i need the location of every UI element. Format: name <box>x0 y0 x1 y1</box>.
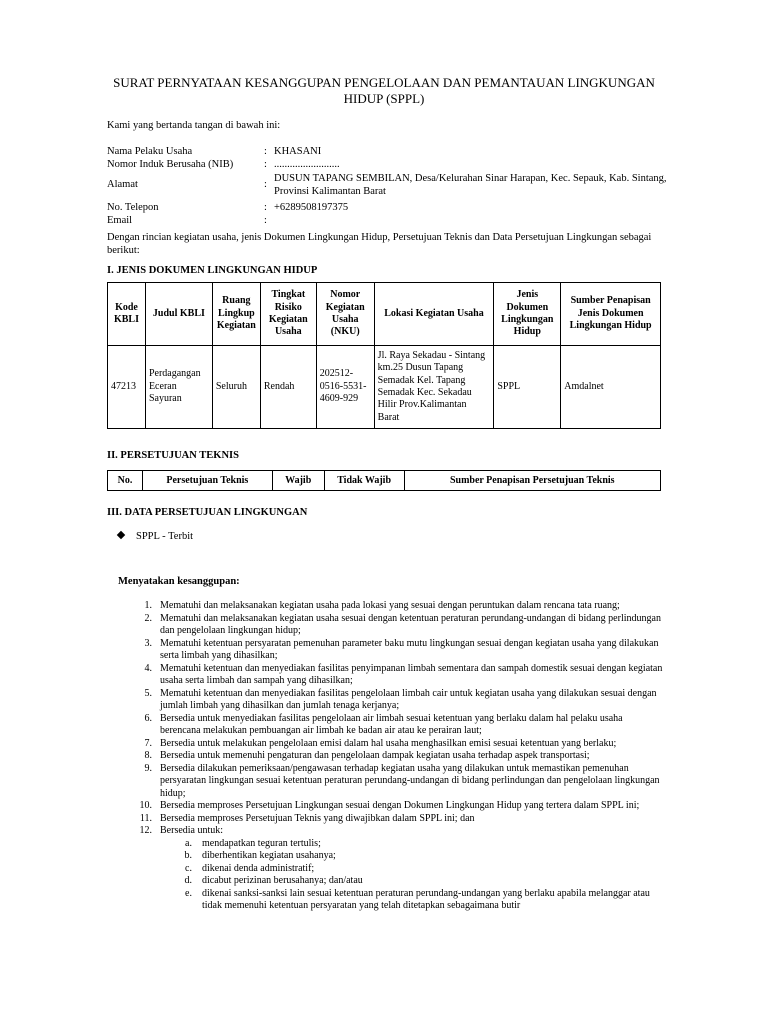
info-value: DUSUN TAPANG SEMBILAN, Desa/Kelurahan Sinar Harapan, Kec. Sepauk, Kab. Sintang, Provinsi Kalimantan Barat <box>274 173 667 197</box>
table-cell: 202512-0516-5531-4609-929 <box>316 346 374 429</box>
column-header: Persetujuan Teknis <box>142 471 272 491</box>
environmental-document-table <box>107 282 661 429</box>
identity-block <box>107 145 667 227</box>
table-header-row <box>108 471 661 491</box>
info-label: Email <box>107 215 133 226</box>
column-header: Sumber Penapisan Jenis Dokumen Lingkungan Hidup <box>561 283 661 346</box>
list-item: 7. Bersedia untuk melakukan pengelolaan emisi dalam hal usaha menghasilkan emisi sesuai ketentuan yang berlaku; <box>144 737 617 749</box>
list-item: 9. Bersedia dilakukan pemeriksaan/pengawasan terhadap kegiatan usaha yang dilakukan untuk memastikan pemenuhan persyaratan lingkungan sesuai ketentuan peraturan perundang-undangan di bidang perlindungan dan pengelolaan lingkungan hidup; <box>144 762 660 799</box>
info-label: Nomor Induk Berusaha (NIB) <box>107 159 234 170</box>
info-label: Nama Pelaku Usaha <box>107 146 193 157</box>
section-heading-2: II. PERSETUJUAN TEKNIS <box>107 450 239 461</box>
table-cell: Seluruh <box>212 346 260 429</box>
column-header: Kode KBLI <box>108 283 146 346</box>
list-item: 4. Mematuhi ketentuan dan menyediakan fasilitas penyimpanan limbah sementara dan sampah domestik sesuai dengan kegiatan usaha serta limbah dan sampah yang dihasilkan; <box>144 662 663 686</box>
info-colon: : <box>264 202 267 213</box>
table-cell: Rendah <box>260 346 316 429</box>
sublist-item: d. dicabut perizinan berusahanya; dan/atau <box>184 875 363 886</box>
diamond-bullet-icon <box>117 531 125 539</box>
declaration-list <box>118 600 663 913</box>
column-header: Wajib <box>272 471 324 491</box>
list-item: 5. Mematuhi ketentuan dan menyediakan fasilitas pengelolaan limbah cair untuk kegiatan usaha yang dilakukan sesuai dengan jumlah limbah yang dihasilkan dan jumlah tenaga kerjanya; <box>144 687 657 711</box>
info-label: No. Telepon <box>107 202 159 213</box>
info-colon: : <box>264 179 267 190</box>
details-intro: Dengan rincian kegiatan usaha, jenis Dokumen Lingkungan Hidup, Persetujuan Teknis dan Data Persetujuan Lingkungan sebagai berikut: <box>107 232 652 256</box>
info-row-email <box>107 214 667 227</box>
table-cell: Perdagangan Eceran Sayuran <box>145 346 212 429</box>
sublist-item: c. dikenai denda administratif; <box>185 862 315 874</box>
column-header: Ruang Lingkup Kegiatan <box>212 283 260 346</box>
info-colon: : <box>264 146 267 157</box>
column-header: Nomor Kegiatan Usaha (NKU) <box>316 283 374 346</box>
column-header: No. <box>108 471 143 491</box>
section-heading-1: I. JENIS DOKUMEN LINGKUNGAN HIDUP <box>107 265 318 276</box>
info-colon: : <box>264 159 267 170</box>
declaration-heading: Menyatakan kesanggupan: <box>118 576 240 587</box>
document-title: SURAT PERNYATAAN KESANGGUPAN PENGELOLAAN DAN PEMANTAUAN LINGKUNGAN HIDUP (SPPL) <box>113 75 655 106</box>
table-header-row <box>108 283 661 346</box>
column-header: Jenis Dokumen Lingkungan Hidup <box>494 283 561 346</box>
info-label: Alamat <box>107 179 138 190</box>
column-header: Tingkat Risiko Kegiatan Usaha <box>260 283 316 346</box>
technical-approval-table <box>107 470 661 491</box>
column-header: Judul KBLI <box>145 283 212 346</box>
bullet-text: SPPL - Terbit <box>136 531 194 542</box>
list-item: 11. Bersedia memproses Persetujuan Teknis yang diwajibkan dalam SPPL ini; dan <box>139 812 475 824</box>
table-cell: SPPL <box>494 346 561 429</box>
list-item <box>118 531 193 542</box>
info-row-address <box>107 171 667 201</box>
column-header: Tidak Wajib <box>324 471 404 491</box>
info-row-name <box>107 145 667 158</box>
intro-text: Kami yang bertanda tangan di bawah ini: <box>107 120 281 131</box>
list-item: 6. Bersedia untuk menyediakan fasilitas pengelolaan air limbah sesuai ketentuan yang berlaku dalam hal pelaku usaha berencana melakukan pembuangan air limbah ke badan air atau ke perairan laut; <box>144 712 623 736</box>
info-row-nib <box>107 158 667 171</box>
info-colon: : <box>264 215 267 226</box>
sublist-item: b. diberhentikan kegiatan usahanya; <box>184 850 336 861</box>
sublist-item: a. mendapatkan teguran tertulis; <box>185 837 321 849</box>
list-item: 10. Bersedia memproses Persetujuan Lingkungan sesuai dengan Dokumen Lingkungan Hidup yang tertera dalam SPPL ini; <box>139 800 640 811</box>
table-cell: Jl. Raya Sekadau - Sintang km.25 Dusun Tapang Semadak Kel. Tapang Semadak Kec. Sekadau Hilir Prov.Kalimantan Barat <box>374 346 494 429</box>
sublist-item: e. dikenai sanksi-sanksi lain sesuai ketentuan peraturan perundang-undangan yang berlaku apabila melanggar atau tidak memenuhi ketentuan persyaratan yang telah ditetapkan sebagaimana butir <box>185 887 650 911</box>
info-value: ......................... <box>274 159 340 170</box>
table-cell: Amdalnet <box>561 346 661 429</box>
table-cell: 47213 <box>108 346 146 429</box>
sanction-sublist <box>160 838 663 913</box>
info-value: KHASANI <box>274 146 322 157</box>
info-row-phone <box>107 201 667 214</box>
list-item: 1. Mematuhi dan melaksanakan kegiatan usaha pada lokasi yang sesuai dengan peruntukan dalam rencana tata ruang; <box>144 600 620 611</box>
list-item: 12. Bersedia untuk: a. mendapatkan teguran tertulis; b. diberhentikan kegiatan usahanya; c. dikenai denda administratif; d. dicabut perizinan berusahanya; dan/atau e. dikenai sanksi-sanksi lain sesuai ketentuan peraturan perundang-undangan yang berlaku apabila melanggar atau tidak memenuhi ketentuan persyaratan yang telah ditetapkan sebagaimana butir <box>118 825 663 913</box>
list-item: 3. Mematuhi ketentuan persyaratan pemenuhan parameter baku mutu lingkungan sesuai dengan kegiatan usaha yang dilakukan serta limbah yang dihasilkan; <box>144 637 659 661</box>
table-row <box>108 346 661 429</box>
column-header: Lokasi Kegiatan Usaha <box>374 283 494 346</box>
info-value: +6289508197375 <box>274 202 349 213</box>
column-header: Sumber Penapisan Persetujuan Teknis <box>404 471 660 491</box>
list-item: 8. Bersedia untuk memenuhi pengaturan dan pengelolaan dampak kegiatan usaha terhadap aspek transportasi; <box>144 750 590 761</box>
section-heading-3: III. DATA PERSETUJUAN LINGKUNGAN <box>107 507 308 518</box>
list-item: 2. Mematuhi dan melaksanakan kegiatan usaha sesuai dengan ketentuan peraturan perundang-undangan di bidang perlindungan dan pengelolaan lingkungan hidup; <box>144 612 661 636</box>
